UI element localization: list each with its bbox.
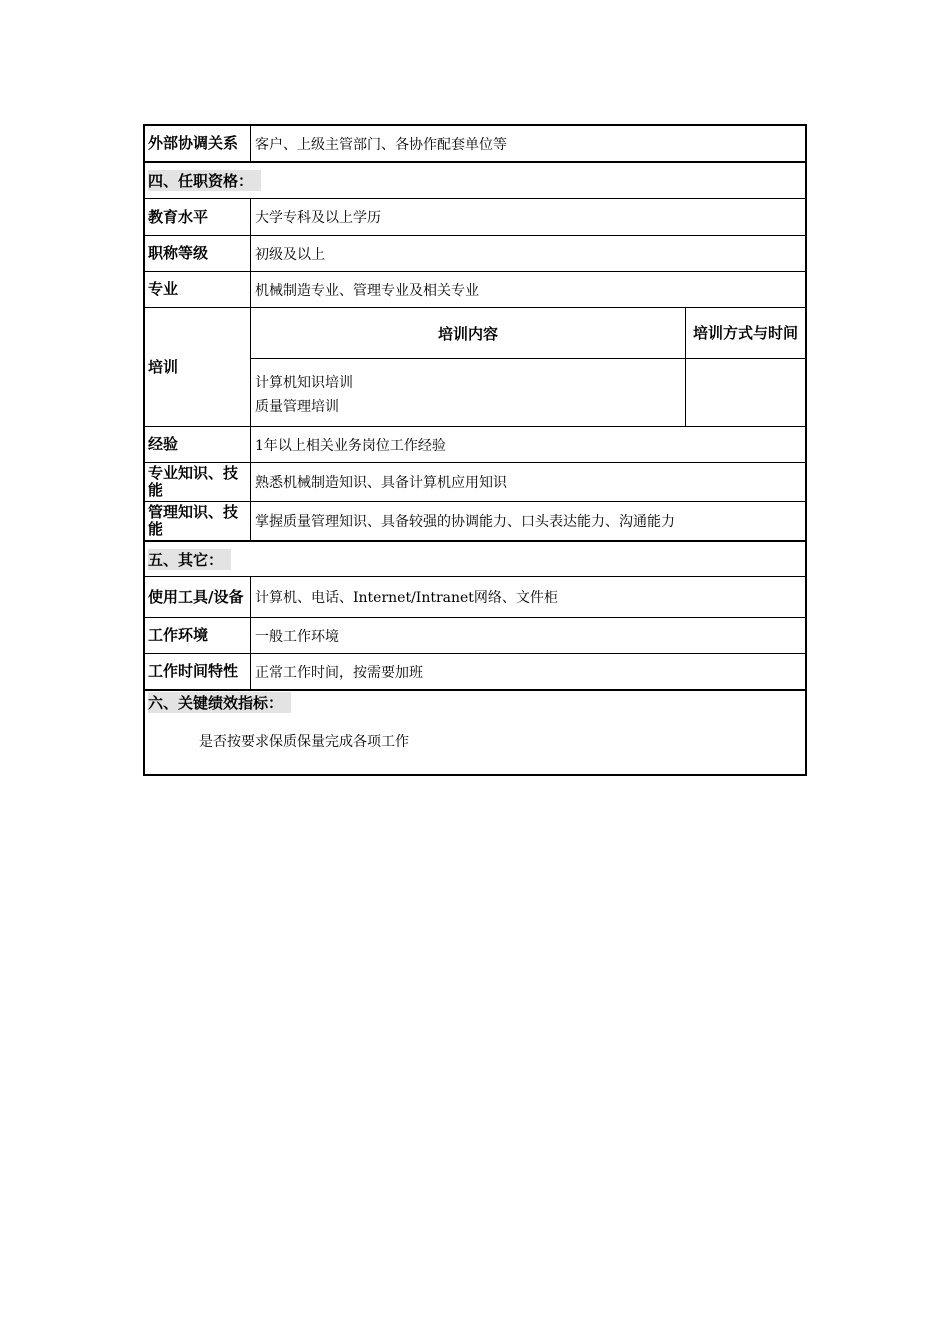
label-work-time: 工作时间特性: [145, 654, 251, 689]
label-title-level: 职称等级: [145, 236, 251, 271]
value-major: 机械制造专业、管理专业及相关专业: [255, 282, 479, 299]
label-tools: 使用工具/设备: [145, 577, 251, 617]
row-work-time: [145, 654, 805, 691]
training-content-cell: [251, 359, 686, 426]
label-professional-skills: 专业知识、技能: [145, 463, 251, 501]
job-requirements-table: [143, 124, 807, 776]
label-training: 培训: [145, 308, 251, 426]
training-content-header: 培训内容: [251, 308, 686, 358]
training-method-header: 培训方式与时间: [692, 324, 798, 342]
label-management-skills: 管理知识、技能: [145, 502, 251, 540]
row-tools: [145, 577, 805, 618]
row-education: [145, 199, 805, 236]
row-training: [145, 308, 805, 427]
value-external-relations: 客户、上级主管部门、各协作配套单位等: [255, 136, 507, 153]
value-education: 大学专科及以上学历: [255, 210, 381, 226]
row-environment: [145, 618, 805, 654]
section-kpi: [145, 691, 805, 774]
label-external-relations: 外部协调关系: [145, 126, 251, 161]
label-experience: 经验: [145, 427, 251, 462]
training-item: 质量管理培训: [255, 399, 339, 415]
value-title-level: 初级及以上: [255, 246, 325, 263]
value-environment: 一般工作环境: [255, 628, 339, 645]
row-external-relations: [145, 126, 805, 163]
training-header: [251, 308, 805, 359]
section-title-qualifications: 四、任职资格：: [148, 170, 261, 191]
section-title-other: 五、其它：: [148, 549, 231, 570]
row-experience: [145, 427, 805, 463]
training-item: 计算机知识培训: [255, 375, 353, 391]
value-management-skills: 掌握质量管理知识、具备较强的协调能力、口头表达能力、沟通能力: [255, 514, 675, 530]
section-other: [145, 542, 805, 577]
section-title-kpi: 六、关键绩效指标：: [148, 692, 291, 713]
row-professional-skills: [145, 463, 805, 502]
value-work-time: 正常工作时间，按需要加班: [255, 664, 423, 681]
training-body: [251, 359, 805, 426]
row-title-level: [145, 236, 805, 272]
training-subtable: [251, 308, 805, 426]
value-professional-skills: 熟悉机械制造知识、具备计算机应用知识: [255, 475, 507, 491]
row-management-skills: [145, 502, 805, 542]
value-kpi: 是否按要求保质保量完成各项工作: [199, 734, 409, 750]
label-major: 专业: [145, 272, 251, 307]
row-major: [145, 272, 805, 308]
value-tools: 计算机、电话、Internet/Intranet网络、文件柜: [255, 590, 558, 606]
label-environment: 工作环境: [145, 618, 251, 653]
training-method-cell: [686, 359, 805, 426]
section-qualifications: [145, 163, 805, 199]
label-education: 教育水平: [145, 199, 251, 235]
value-experience: 1年以上相关业务岗位工作经验: [255, 437, 446, 454]
